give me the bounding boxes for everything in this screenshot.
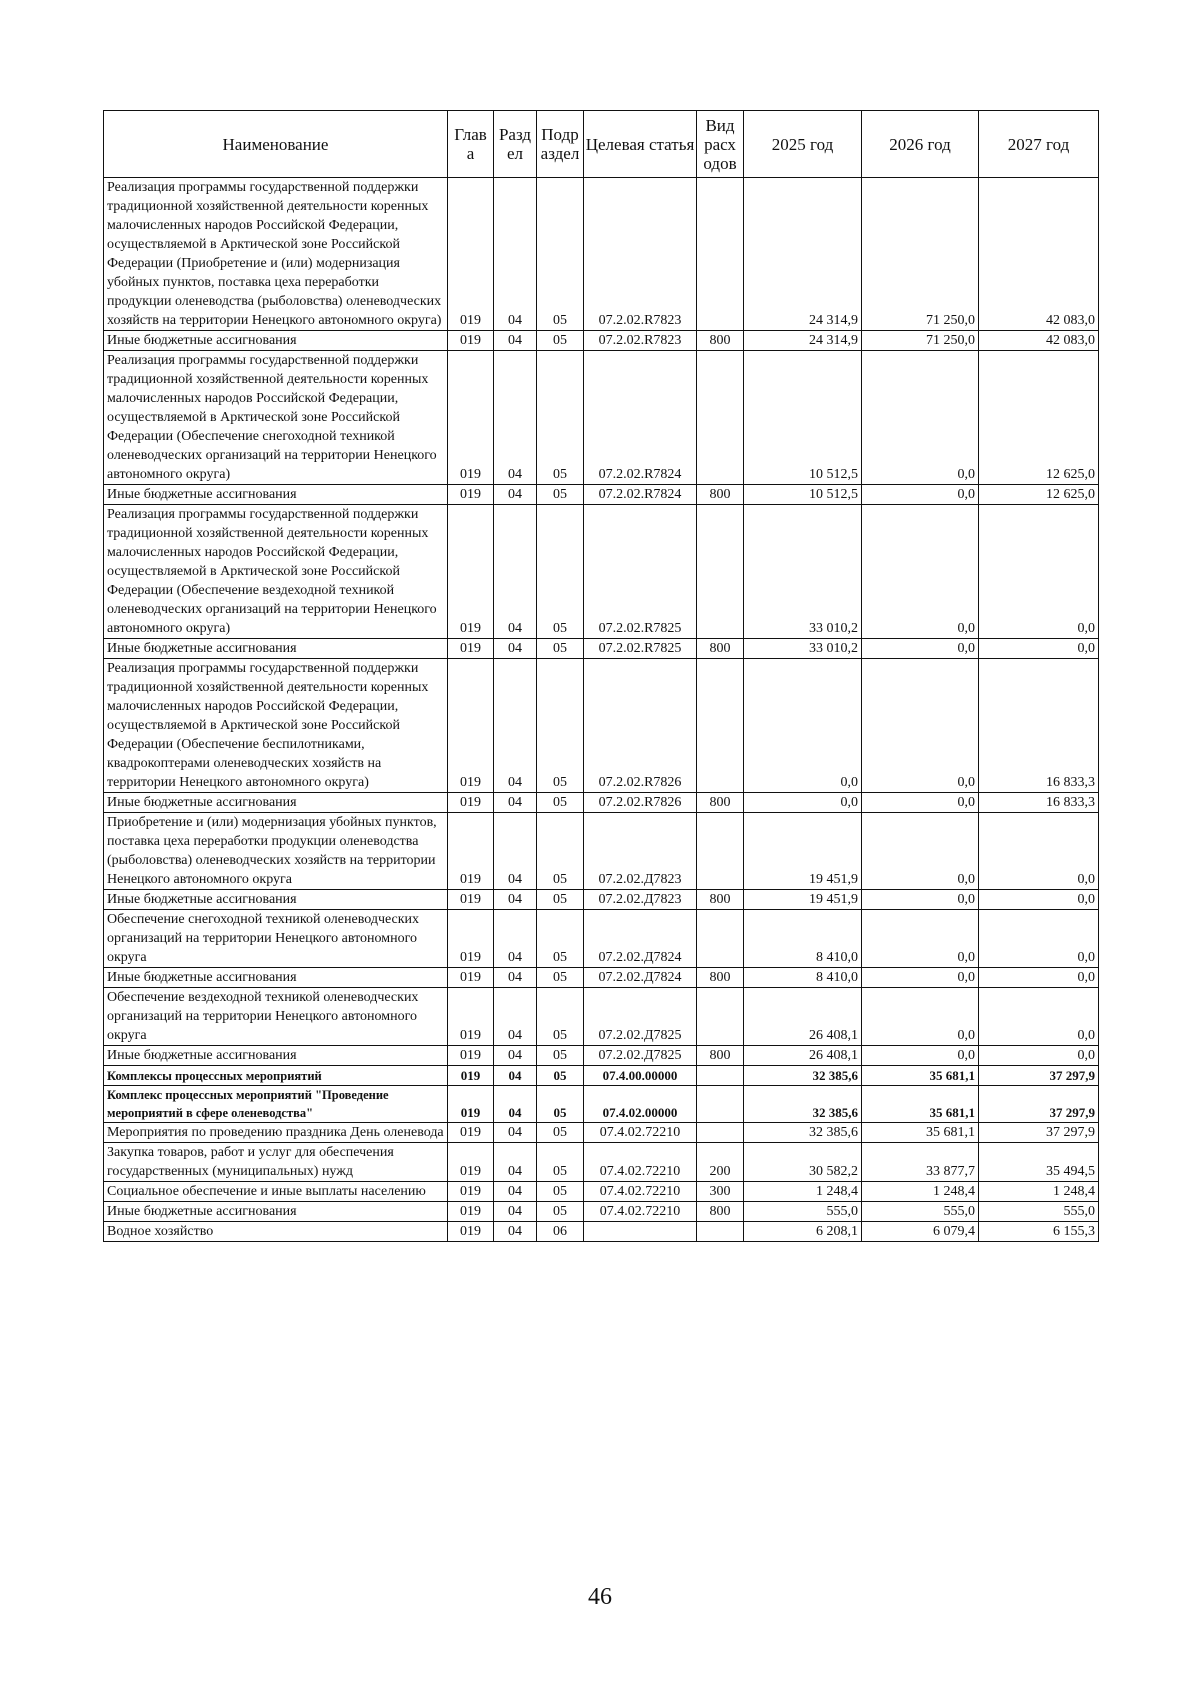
vid-cell: 800 [697, 968, 744, 988]
value-2027-cell: 1 248,4 [979, 1182, 1099, 1202]
value-2025-cell: 19 451,9 [744, 890, 862, 910]
razdel-cell: 04 [494, 1143, 537, 1182]
value-2027-cell: 0,0 [979, 910, 1099, 968]
statya-cell: 07.4.02.00000 [584, 1086, 697, 1123]
value-2027-cell: 37 297,9 [979, 1066, 1099, 1086]
header-vid: Вид расх одов [697, 111, 744, 178]
header-2027: 2027 год [979, 111, 1099, 178]
glava-cell: 019 [448, 1202, 494, 1222]
vid-cell [697, 813, 744, 890]
razdel-cell: 04 [494, 1202, 537, 1222]
razdel-cell: 04 [494, 485, 537, 505]
statya-cell: 07.4.02.72210 [584, 1202, 697, 1222]
value-2026-cell: 0,0 [862, 890, 979, 910]
vid-cell: 800 [697, 331, 744, 351]
table-row [104, 813, 1099, 890]
razdel-cell: 04 [494, 351, 537, 485]
value-2026-cell: 0,0 [862, 351, 979, 485]
value-2027-cell: 35 494,5 [979, 1143, 1099, 1182]
value-2026-cell: 555,0 [862, 1202, 979, 1222]
statya-cell: 07.2.02.R7823 [584, 178, 697, 331]
glava-cell: 019 [448, 1182, 494, 1202]
statya-cell: 07.2.02.Д7824 [584, 968, 697, 988]
value-2026-cell: 71 250,0 [862, 178, 979, 331]
table-row [104, 988, 1099, 1046]
value-2025-cell: 26 408,1 [744, 988, 862, 1046]
glava-cell: 019 [448, 890, 494, 910]
razdel-cell: 04 [494, 659, 537, 793]
vid-cell: 800 [697, 890, 744, 910]
vid-cell: 800 [697, 485, 744, 505]
podrazdel-cell: 05 [537, 485, 584, 505]
value-2026-cell: 0,0 [862, 910, 979, 968]
vid-cell [697, 1222, 744, 1242]
statya-cell: 07.4.02.72210 [584, 1182, 697, 1202]
value-2025-cell: 24 314,9 [744, 331, 862, 351]
glava-cell: 019 [448, 505, 494, 639]
value-2027-cell: 12 625,0 [979, 351, 1099, 485]
value-2027-cell: 0,0 [979, 890, 1099, 910]
value-2025-cell: 30 582,2 [744, 1143, 862, 1182]
vid-cell [697, 988, 744, 1046]
value-2025-cell: 32 385,6 [744, 1086, 862, 1123]
value-2027-cell: 42 083,0 [979, 178, 1099, 331]
row-name: Социальное обеспечение и иные выплаты населению [104, 1182, 448, 1202]
podrazdel-cell: 05 [537, 968, 584, 988]
value-2027-cell: 37 297,9 [979, 1086, 1099, 1123]
razdel-cell: 04 [494, 331, 537, 351]
podrazdel-cell: 05 [537, 910, 584, 968]
statya-cell [584, 1222, 697, 1242]
value-2027-cell: 0,0 [979, 1046, 1099, 1066]
razdel-cell: 04 [494, 1046, 537, 1066]
value-2026-cell: 0,0 [862, 988, 979, 1046]
value-2026-cell: 33 877,7 [862, 1143, 979, 1182]
row-name: Иные бюджетные ассигнования [104, 331, 448, 351]
glava-cell: 019 [448, 1123, 494, 1143]
row-name: Обеспечение снегоходной техникой оленеводческих организаций на территории Ненецкого автономного округа [104, 910, 448, 968]
glava-cell: 019 [448, 1066, 494, 1086]
value-2025-cell: 10 512,5 [744, 351, 862, 485]
table-row [104, 351, 1099, 485]
value-2026-cell: 35 681,1 [862, 1123, 979, 1143]
podrazdel-cell: 05 [537, 331, 584, 351]
value-2025-cell: 555,0 [744, 1202, 862, 1222]
row-name: Иные бюджетные ассигнования [104, 793, 448, 813]
podrazdel-cell: 05 [537, 1066, 584, 1086]
statya-cell: 07.2.02.R7823 [584, 331, 697, 351]
glava-cell: 019 [448, 351, 494, 485]
budget-table-container [103, 110, 1098, 1242]
razdel-cell: 04 [494, 793, 537, 813]
header-name: Наименование [104, 111, 448, 178]
vid-cell: 200 [697, 1143, 744, 1182]
podrazdel-cell: 05 [537, 1046, 584, 1066]
podrazdel-cell: 05 [537, 988, 584, 1046]
glava-cell: 019 [448, 659, 494, 793]
podrazdel-cell: 05 [537, 813, 584, 890]
podrazdel-cell: 05 [537, 351, 584, 485]
value-2025-cell: 0,0 [744, 793, 862, 813]
value-2026-cell: 0,0 [862, 968, 979, 988]
row-name: Мероприятия по проведению праздника День оленевода [104, 1123, 448, 1143]
statya-cell: 07.2.02.R7826 [584, 793, 697, 813]
budget-table [103, 110, 1099, 1242]
value-2026-cell: 0,0 [862, 813, 979, 890]
statya-cell: 07.2.02.Д7825 [584, 988, 697, 1046]
header-statya: Целевая статья [584, 111, 697, 178]
statya-cell: 07.2.02.Д7823 [584, 890, 697, 910]
header-glava: Глав а [448, 111, 494, 178]
value-2025-cell: 19 451,9 [744, 813, 862, 890]
value-2025-cell: 6 208,1 [744, 1222, 862, 1242]
row-name: Иные бюджетные ассигнования [104, 639, 448, 659]
vid-cell [697, 1066, 744, 1086]
value-2025-cell: 26 408,1 [744, 1046, 862, 1066]
table-row [104, 1086, 1099, 1123]
table-row [104, 1182, 1099, 1202]
table-body [104, 178, 1099, 1242]
podrazdel-cell: 05 [537, 1202, 584, 1222]
row-name: Иные бюджетные ассигнования [104, 485, 448, 505]
header-2025: 2025 год [744, 111, 862, 178]
glava-cell: 019 [448, 1222, 494, 1242]
razdel-cell: 04 [494, 505, 537, 639]
vid-cell: 800 [697, 639, 744, 659]
podrazdel-cell: 05 [537, 178, 584, 331]
razdel-cell: 04 [494, 1066, 537, 1086]
row-name: Иные бюджетные ассигнования [104, 968, 448, 988]
row-name: Реализация программы государственной поддержки традиционной хозяйственной деятельности коренных малочисленных народов Российской Федерации, осуществляемой в Арктической зоне Российской Федерации (Обеспечение снегоходной техникой оленеводческих организаций на территории Ненецкого автономного округа) [104, 351, 448, 485]
table-row [104, 968, 1099, 988]
value-2025-cell: 8 410,0 [744, 910, 862, 968]
glava-cell: 019 [448, 178, 494, 331]
table-row [104, 1123, 1099, 1143]
value-2027-cell: 0,0 [979, 988, 1099, 1046]
value-2025-cell: 24 314,9 [744, 178, 862, 331]
vid-cell: 800 [697, 1046, 744, 1066]
glava-cell: 019 [448, 988, 494, 1046]
podrazdel-cell: 05 [537, 1086, 584, 1123]
row-name: Иные бюджетные ассигнования [104, 1202, 448, 1222]
statya-cell: 07.2.02.Д7825 [584, 1046, 697, 1066]
table-row [104, 331, 1099, 351]
page-number: 46 [588, 1584, 612, 1610]
glava-cell: 019 [448, 968, 494, 988]
value-2026-cell: 0,0 [862, 793, 979, 813]
value-2026-cell: 1 248,4 [862, 1182, 979, 1202]
row-name: Реализация программы государственной поддержки традиционной хозяйственной деятельности коренных малочисленных народов Российской Федерации, осуществляемой в Арктической зоне Российской Федерации (Обеспечение беспилотниками, квадрокоптерами оленеводческих хозяйств на территории Ненецкого автономного округа) [104, 659, 448, 793]
value-2026-cell: 0,0 [862, 485, 979, 505]
vid-cell [697, 178, 744, 331]
razdel-cell: 04 [494, 1086, 537, 1123]
razdel-cell: 04 [494, 988, 537, 1046]
value-2025-cell: 1 248,4 [744, 1182, 862, 1202]
glava-cell: 019 [448, 813, 494, 890]
table-row [104, 485, 1099, 505]
vid-cell [697, 351, 744, 485]
header-podrazdel: Подр аздел [537, 111, 584, 178]
row-name: Комплекс процессных мероприятий "Проведение мероприятий в сфере оленеводства" [104, 1086, 448, 1123]
statya-cell: 07.2.02.Д7823 [584, 813, 697, 890]
value-2026-cell: 35 681,1 [862, 1066, 979, 1086]
value-2027-cell: 0,0 [979, 505, 1099, 639]
row-name: Иные бюджетные ассигнования [104, 1046, 448, 1066]
value-2025-cell: 33 010,2 [744, 639, 862, 659]
vid-cell [697, 505, 744, 639]
value-2025-cell: 32 385,6 [744, 1066, 862, 1086]
statya-cell: 07.2.02.R7824 [584, 351, 697, 485]
value-2026-cell: 0,0 [862, 659, 979, 793]
razdel-cell: 04 [494, 1123, 537, 1143]
podrazdel-cell: 05 [537, 1182, 584, 1202]
podrazdel-cell: 05 [537, 890, 584, 910]
statya-cell: 07.2.02.Д7824 [584, 910, 697, 968]
podrazdel-cell: 05 [537, 1143, 584, 1182]
value-2027-cell: 0,0 [979, 639, 1099, 659]
glava-cell: 019 [448, 793, 494, 813]
glava-cell: 019 [448, 910, 494, 968]
value-2026-cell: 71 250,0 [862, 331, 979, 351]
glava-cell: 019 [448, 1046, 494, 1066]
statya-cell: 07.2.02.R7826 [584, 659, 697, 793]
value-2027-cell: 0,0 [979, 813, 1099, 890]
podrazdel-cell: 05 [537, 793, 584, 813]
razdel-cell: 04 [494, 910, 537, 968]
statya-cell: 07.2.02.R7824 [584, 485, 697, 505]
podrazdel-cell: 06 [537, 1222, 584, 1242]
table-row [104, 910, 1099, 968]
razdel-cell: 04 [494, 178, 537, 331]
value-2027-cell: 16 833,3 [979, 659, 1099, 793]
value-2026-cell: 35 681,1 [862, 1086, 979, 1123]
razdel-cell: 04 [494, 890, 537, 910]
value-2027-cell: 555,0 [979, 1202, 1099, 1222]
podrazdel-cell: 05 [537, 659, 584, 793]
row-name: Комплексы процессных мероприятий [104, 1066, 448, 1086]
row-name: Приобретение и (или) модернизация убойных пунктов, поставка цеха переработки продукции оленеводства (рыболовства) оленеводческих хозяйств на территории Ненецкого автономного округа [104, 813, 448, 890]
razdel-cell: 04 [494, 1182, 537, 1202]
statya-cell: 07.4.00.00000 [584, 1066, 697, 1086]
value-2026-cell: 0,0 [862, 1046, 979, 1066]
table-row [104, 1202, 1099, 1222]
razdel-cell: 04 [494, 813, 537, 890]
vid-cell [697, 1123, 744, 1143]
value-2025-cell: 10 512,5 [744, 485, 862, 505]
statya-cell: 07.2.02.R7825 [584, 639, 697, 659]
podrazdel-cell: 05 [537, 505, 584, 639]
table-row [104, 890, 1099, 910]
row-name: Водное хозяйство [104, 1222, 448, 1242]
row-name: Реализация программы государственной поддержки традиционной хозяйственной деятельности коренных малочисленных народов Российской Федерации, осуществляемой в Арктической зоне Российской Федерации (Приобретение и (или) модернизация убойных пунктов, поставка цеха переработки продукции оленеводства (рыболовства) оленеводческих хозяйств на территории Ненецкого автономного округа) [104, 178, 448, 331]
header-razdel: Разд ел [494, 111, 537, 178]
value-2027-cell: 16 833,3 [979, 793, 1099, 813]
row-name: Реализация программы государственной поддержки традиционной хозяйственной деятельности коренных малочисленных народов Российской Федерации, осуществляемой в Арктической зоне Российской Федерации (Обеспечение вездеходной техникой оленеводческих организаций на территории Ненецкого автономного округа) [104, 505, 448, 639]
glava-cell: 019 [448, 1086, 494, 1123]
vid-cell: 800 [697, 793, 744, 813]
value-2026-cell: 0,0 [862, 639, 979, 659]
vid-cell: 300 [697, 1182, 744, 1202]
razdel-cell: 04 [494, 968, 537, 988]
table-row [104, 659, 1099, 793]
value-2025-cell: 8 410,0 [744, 968, 862, 988]
glava-cell: 019 [448, 639, 494, 659]
podrazdel-cell: 05 [537, 1123, 584, 1143]
header-2026: 2026 год [862, 111, 979, 178]
value-2025-cell: 33 010,2 [744, 505, 862, 639]
value-2027-cell: 12 625,0 [979, 485, 1099, 505]
statya-cell: 07.4.02.72210 [584, 1143, 697, 1182]
row-name: Обеспечение вездеходной техникой оленеводческих организаций на территории Ненецкого автономного округа [104, 988, 448, 1046]
razdel-cell: 04 [494, 1222, 537, 1242]
vid-cell [697, 659, 744, 793]
razdel-cell: 04 [494, 639, 537, 659]
table-row [104, 1066, 1099, 1086]
table-header-row [104, 111, 1099, 178]
value-2027-cell: 0,0 [979, 968, 1099, 988]
value-2025-cell: 32 385,6 [744, 1123, 862, 1143]
table-row [104, 505, 1099, 639]
value-2027-cell: 6 155,3 [979, 1222, 1099, 1242]
table-row [104, 1046, 1099, 1066]
value-2025-cell: 0,0 [744, 659, 862, 793]
value-2026-cell: 6 079,4 [862, 1222, 979, 1242]
glava-cell: 019 [448, 331, 494, 351]
value-2026-cell: 0,0 [862, 505, 979, 639]
table-row [104, 1143, 1099, 1182]
row-name: Иные бюджетные ассигнования [104, 890, 448, 910]
vid-cell [697, 1086, 744, 1123]
table-row [104, 178, 1099, 331]
table-row [104, 793, 1099, 813]
statya-cell: 07.4.02.72210 [584, 1123, 697, 1143]
value-2027-cell: 42 083,0 [979, 331, 1099, 351]
vid-cell [697, 910, 744, 968]
podrazdel-cell: 05 [537, 639, 584, 659]
vid-cell: 800 [697, 1202, 744, 1222]
row-name: Закупка товаров, работ и услуг для обеспечения государственных (муниципальных) нужд [104, 1143, 448, 1182]
glava-cell: 019 [448, 485, 494, 505]
table-row [104, 1222, 1099, 1242]
glava-cell: 019 [448, 1143, 494, 1182]
statya-cell: 07.2.02.R7825 [584, 505, 697, 639]
value-2027-cell: 37 297,9 [979, 1123, 1099, 1143]
table-row [104, 639, 1099, 659]
